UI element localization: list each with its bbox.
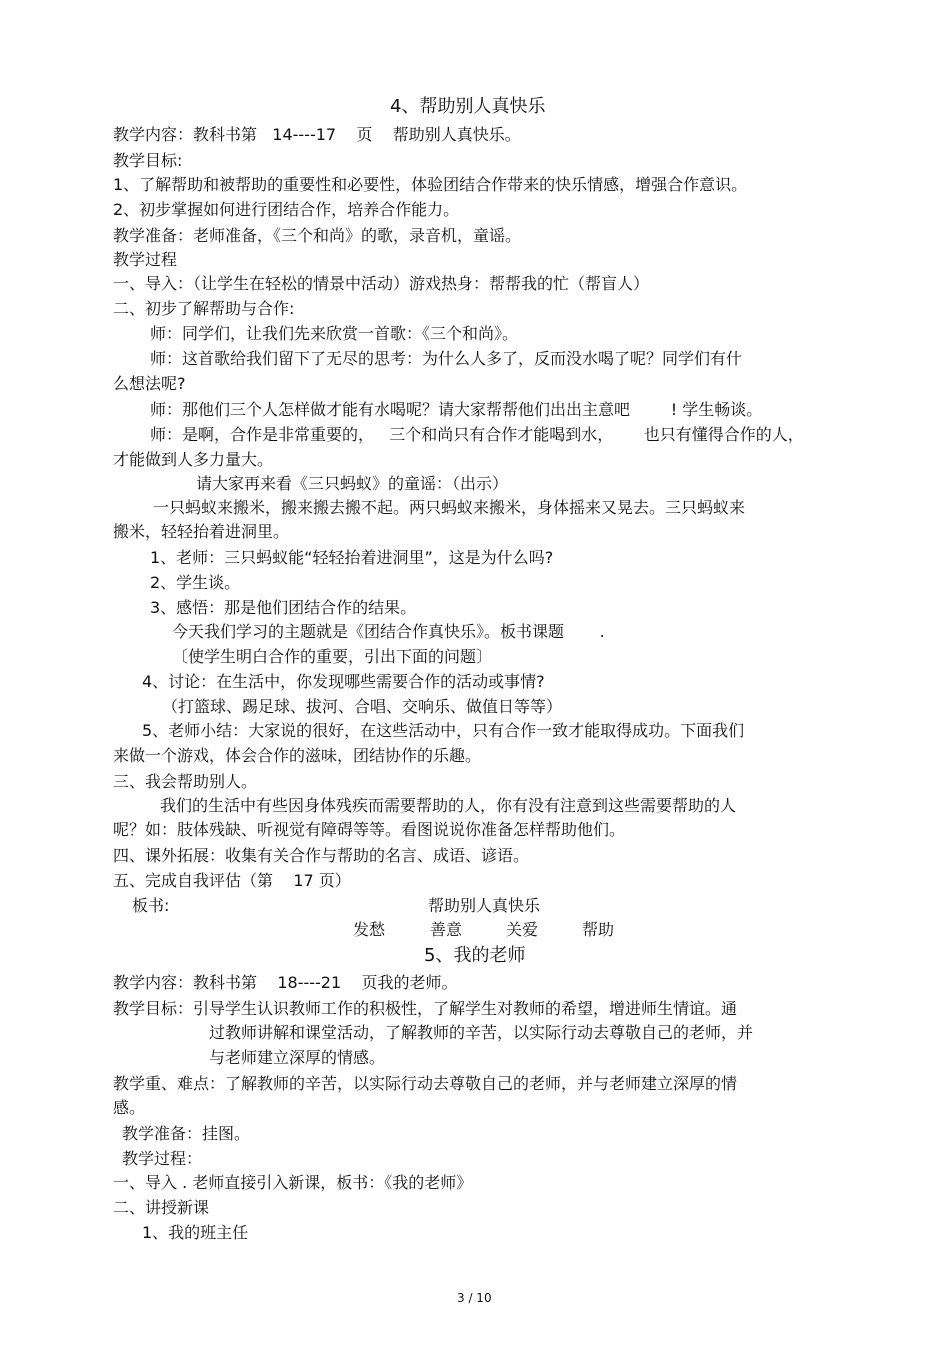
lesson-5-key-a: 教学重、难点：了解教师的辛苦，以实际行动去尊敬自己的老师，并与老师建立深厚的情 — [113, 1074, 738, 1093]
lesson-4-step-3: 三、我会帮助别人。 — [113, 772, 258, 791]
lesson-4-question-3: 3、感悟：那是他们团结合作的结果。 — [150, 598, 417, 617]
lesson-5-key-b: 感。 — [113, 1098, 146, 1117]
lesson-4-teacher-2a: 师：这首歌给我们留下了无尽的思考：为什么人多了，反而没水喝了呢？同学们有什 — [150, 349, 743, 368]
lesson-5-goal-1: 教学目标：引导学生认识教师工作的积极性，了解学生对教师的希望，增进师生情谊。通 — [113, 999, 738, 1018]
lesson-5-step-1: 一、导入 . 老师直接引入新课，板书：《我的老师》 — [113, 1173, 473, 1192]
lesson-4-topic: 今天我们学习的主题就是《团结合作真快乐》。板书课题 . — [172, 622, 605, 641]
lesson-4-teacher-2b: 么想法呢? — [113, 374, 186, 393]
board-word: 帮助 — [582, 920, 615, 939]
lesson-5-step-2: 二、讲授新课 — [113, 1198, 210, 1217]
lesson-4-question-4: 4、讨论：在生活中，你发现哪些需要合作的活动或事情? — [142, 672, 545, 691]
lesson-4-rhyme-intro: 请大家再来看《三只蚂蚁》的童谣：（出示） — [196, 474, 509, 493]
lesson-4-goal-2: 2、初步掌握如何进行团结合作，培养合作能力。 — [113, 200, 460, 219]
lesson-5-goal-2: 过教师讲解和课堂活动，了解教师的辛苦，以实际行动去尊敬自己的老师，并 — [209, 1023, 754, 1042]
lesson-4-teacher-4b: 才能做到人多力量大。 — [113, 450, 274, 469]
lesson-4-rhyme-b: 搬米，轻轻抬着进洞里。 — [113, 522, 290, 541]
lesson-4-prep: 教学准备：老师准备，《三个和尚》的歌，录音机，童谣。 — [113, 226, 522, 245]
board-word: 发愁 — [353, 920, 386, 939]
lesson-4-teacher-3: 师：那他们三个人怎样做才能有水喝呢？请大家帮帮他们出出主意吧 ! 学生畅谈。 — [150, 400, 763, 419]
lesson-4-step-1: 一、导入：（让学生在轻松的情景中活动）游戏热身：帮帮我的忙（帮盲人） — [113, 274, 650, 293]
lesson-4-process: 教学过程 — [113, 250, 178, 269]
lesson-5-goal-3: 与老师建立深厚的情感。 — [209, 1048, 386, 1067]
lesson-4-step-2: 二、初步了解帮助与合作: — [113, 299, 295, 318]
lesson-4-question-5b: 来做一个游戏，体会合作的滋味，团结协作的乐趣。 — [113, 746, 482, 765]
lesson-4-question-4-answer: （打篮球、踢足球、拔河、合唱、交响乐、做值日等等） — [162, 697, 563, 716]
lesson-4-step-3a: 我们的生活中有些因身体残疾而需要帮助的人，你有没有注意到这些需要帮助的人 — [160, 796, 737, 815]
lesson-4-note: 〔使学生明白合作的重要，引出下面的问题〕 — [172, 647, 493, 666]
lesson-4-content: 教学内容：教科书第 14----17 页 帮助别人真快乐。 — [113, 125, 521, 144]
lesson-4-teacher-4a: 师：是啊，合作是非常重要的， 三个和尚只有合作才能喝到水， 也只有懂得合作的人， — [150, 425, 804, 444]
lesson-4-teacher-1: 师：同学们，让我们先来欣赏一首歌：《三个和尚》。 — [150, 324, 519, 343]
page-number: 3 / 10 — [457, 1291, 492, 1305]
lesson-4-question-1: 1、老师：三只蚂蚁能“轻轻抬着进洞里”，这是为什么吗? — [150, 548, 554, 567]
board-word: 善意 — [430, 920, 463, 939]
lesson-4-title: 4、帮助别人真快乐 — [390, 96, 546, 117]
board-title: 帮助别人真快乐 — [428, 896, 541, 915]
lesson-4-goal-label: 教学目标: — [113, 151, 183, 170]
lesson-5-content: 教学内容：教科书第 18----21 页我的老师。 — [113, 973, 458, 992]
lesson-4-step-4: 四、课外拓展：收集有关合作与帮助的名言、成语、谚语。 — [113, 846, 530, 865]
lesson-5-title: 5、我的老师 — [424, 945, 526, 966]
lesson-5-prep: 教学准备：挂图。 — [122, 1124, 251, 1143]
lesson-4-question-5a: 5、老师小结：大家说的很好，在这些活动中，只有合作一致才能取得成功。下面我们 — [142, 721, 745, 740]
lesson-4-step-5: 五、完成自我评估（第 17 页） — [113, 871, 351, 890]
lesson-4-step-3b: 呢？如：肢体残缺、听视觉有障碍等等。看图说说你准备怎样帮助他们。 — [113, 820, 626, 839]
lesson-4-goal-1: 1、了解帮助和被帮助的重要性和必要性，体验团结合作带来的快乐情感，增强合作意识。 — [113, 175, 748, 194]
lesson-5-step-2-1: 1、我的班主任 — [142, 1223, 249, 1242]
lesson-4-rhyme-a: 一只蚂蚁来搬米，搬来搬去搬不起。两只蚂蚁来搬米，身体摇来又晃去。三只蚂蚁来 — [153, 498, 746, 517]
board-word: 关爱 — [506, 920, 539, 939]
lesson-5-process: 教学过程： — [122, 1149, 203, 1168]
lesson-4-question-2: 2、学生谈。 — [150, 573, 241, 592]
board-label: 板书: — [132, 896, 170, 915]
